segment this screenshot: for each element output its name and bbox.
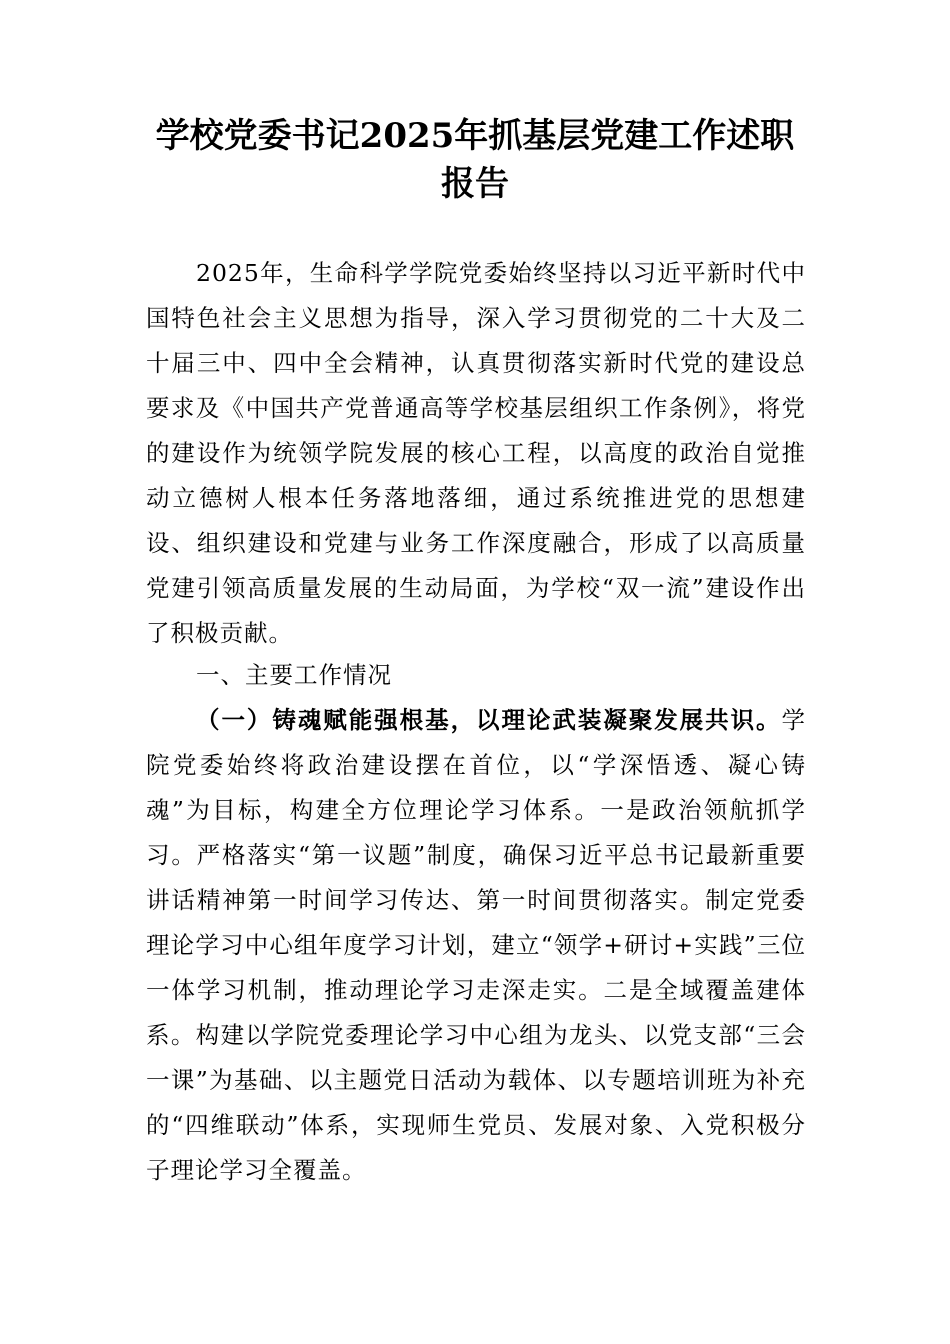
document-title: 学校党委书记2025年抓基层党建工作述职报告 <box>155 116 795 204</box>
intro-paragraph: 2025年，生命科学学院党委始终坚持以习近平新时代中国特色社会主义思想为指导，深入学习贯彻党的二十大及二十届三中、四中全会精神，认真贯彻落实新时代党的建设总要求及《中国共产党普通高等学校基层组织工作条例》，将党的建设作为统领学院发展的核心工程，以高度的政治自觉推动立德树人根本任务落地落细，通过系统推进党的思想建设、组织建设和党建与业务工作深度融合，形成了以高质量党建引领高质量发展的生动局面，为学校“双一流”建设作出了积极贡献。 <box>146 259 806 647</box>
subsection-paragraph: 学院党委始终将政治建设摆在首位，以“学深悟透、凝心铸魂”为目标，构建全方位理论学习体系。一是政治领航抓学习。严格落实“第一议题”制度，确保习近平总书记最新重要讲话精神第一时间学习传达、第一时间贯彻落实。制定党委理论学习中心组年度学习计划，建立“领学+研讨+实践”三位一体学习机制，推动理论学习走深走实。二是全域覆盖建体系。构建以学院党委理论学习中心组为龙头、以党支部“三会一课”为基础、以主题党日活动为载体、以专题培训班为补充的“四维联动”体系，实现师生党员、发展对象、入党积极分子理论学习全覆盖。 <box>146 706 806 1184</box>
section-heading: 一、主要工作情况 <box>196 661 392 689</box>
subsection-heading: （一）铸魂赋能强根基，以理论武装凝聚发展共识。 <box>196 706 782 734</box>
subsection-paragraph-block <box>146 698 806 1193</box>
